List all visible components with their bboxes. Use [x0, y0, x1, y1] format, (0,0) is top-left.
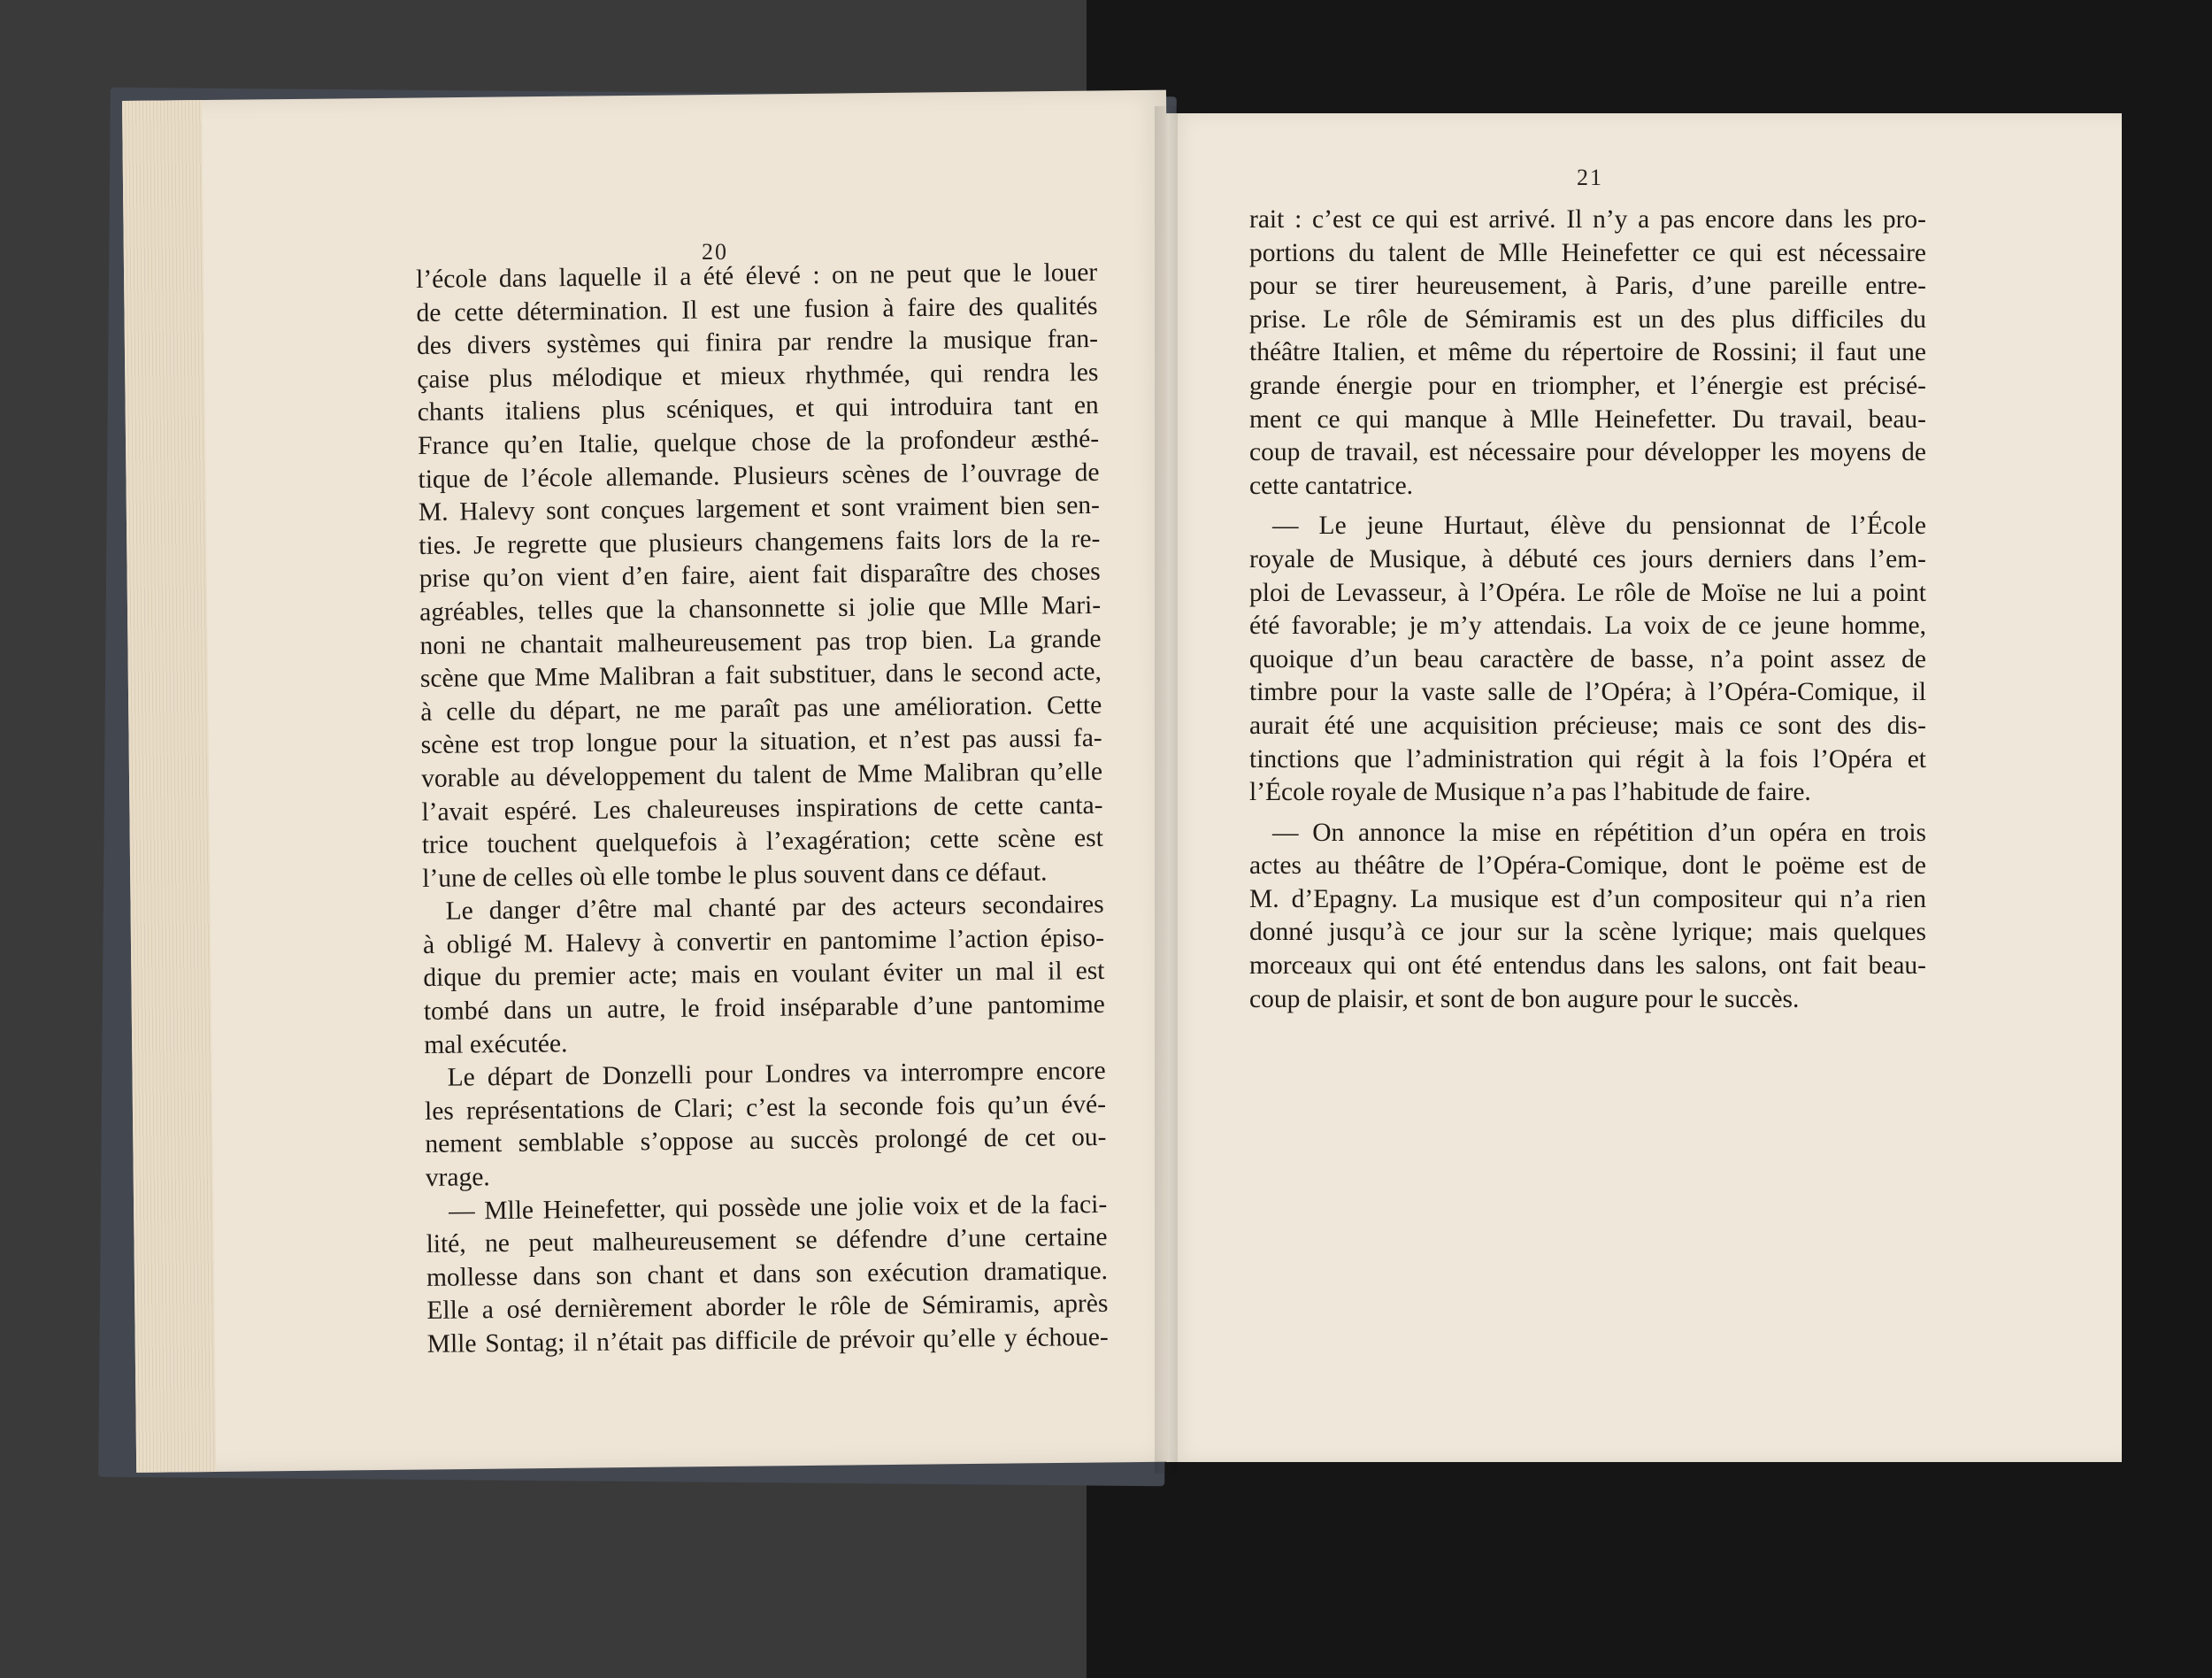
text-line: timbre pour la vaste salle de l’Opéra; à l’Opéra-Comique, il [1249, 678, 1926, 707]
text-line: royale de Musique, à débuté ces jours derniers dans l’em- [1249, 544, 1926, 573]
text-line: coup de travail, est nécessaire pour développer les moyens de [1249, 438, 1926, 467]
paragraph-gap [1249, 810, 1926, 817]
text-line: Mlle Sontag; il n’était pas difficile de prévoir qu’elle y échoue- [426, 1322, 1109, 1359]
text-line: été favorable; je m’y attendais. La voix de ce jeune homme, [1249, 612, 1926, 641]
text-line: portions du talent de Mlle Heinefetter ce qui est nécessaire [1249, 238, 1926, 267]
text-line: çaise plus mélodique et mieux rhythmée, qui rendra les [417, 358, 1099, 394]
text-line: scène que Mme Malibran a fait substituer, dans le second acte, [419, 658, 1102, 694]
text-line: noni ne chantait malheureusement pas trop bien. La grande [419, 624, 1102, 660]
text-line: chants italiens plus scéniques, et qui introduira tant en [417, 391, 1099, 427]
text-line: l’école dans laquelle il a été élevé : on ne peut que le louer [416, 258, 1098, 294]
text-line: dique du premier acte; mais en voulant éviter un mal il est [423, 957, 1105, 993]
text-line: prise. Le rôle de Sémiramis est un des plus difficiles du [1249, 304, 1926, 334]
text-line: l’une de celles où elle tombe le plus souvent dans ce défaut. [422, 858, 1048, 893]
text-line: vorable au développement du talent de Mme Malibran qu’elle [420, 757, 1103, 793]
text-line: — Mlle Heinefetter, qui possède une jolie voix et de la faci- [449, 1189, 1108, 1226]
text-line: — Le jeune Hurtaut, élève du pensionnat de l’École [1272, 512, 1926, 541]
text-line: cette cantatrice. [1249, 471, 1414, 500]
text-line: M. d’Epagny. La musique est d’un compositeur qui n’a rien [1249, 884, 1926, 913]
text-line: lité, ne peut malheureusement se défendre d’une certaine [426, 1223, 1108, 1259]
page-edges [122, 100, 216, 1473]
text-line: ment ce qui manque à Mlle Heinefetter. Du travail, beau- [1249, 404, 1926, 434]
text-line: rait : c’est ce qui est arrivé. Il n’y a pas encore dans les pro- [1249, 205, 1926, 234]
text-line: donné jusqu’à ce jour sur la scène lyrique; mais quelques [1249, 918, 1926, 947]
text-line: des divers systèmes qui finira par rendre la musique fran- [416, 325, 1099, 361]
book-gutter [1155, 106, 1178, 1474]
text-line: vrage. [425, 1163, 490, 1192]
text-line: agréables, telles que la chansonnette si jolie que Mlle Mari- [419, 590, 1102, 627]
left-page-text [416, 257, 1109, 1362]
text-line: à celle du départ, ne me paraît pas une amélioration. Cette [420, 690, 1102, 727]
text-line: grande énergie pour en triompher, et l’énergie est précisé- [1249, 371, 1926, 400]
text-line: coup de plaisir, et sont de bon augure pour le succès. [1249, 984, 1800, 1013]
text-line: — On annonce la mise en répétition d’un opéra en trois [1272, 818, 1926, 847]
text-line: aurait été une acquisition précieuse; mais ce sont des dis- [1249, 711, 1926, 740]
text-line: tombé dans un autre, le froid inséparable d’une pantomime [423, 989, 1105, 1027]
text-line: à obligé M. Halevy à convertir en pantomime l’action épiso- [422, 923, 1105, 959]
text-line: nement semblable s’oppose au succès prolongé de cet ou- [425, 1123, 1107, 1159]
text-line: morceaux qui ont été entendus dans les salons, ont fait beau- [1249, 951, 1926, 981]
text-line: l’avait espéré. Les chaleureuses inspirations de cette canta- [421, 790, 1103, 827]
text-line: ties. Je regrette que plusieurs changemens faits lors de la re- [419, 524, 1101, 560]
text-line: Le départ de Donzelli pour Londres va interrompre encore [447, 1057, 1106, 1092]
text-line: de cette détermination. Il est une fusion à faire des qualités [416, 291, 1098, 327]
text-line: scène est trop longue pour la situation, et n’est pas aussi fa- [420, 724, 1102, 760]
text-line: tique de l’école allemande. Plusieurs scènes de l’ouvrage de [418, 458, 1100, 494]
right-page-number: 21 [1577, 165, 1603, 190]
text-line: l’École royale de Musique n’a pas l’habitude de faire. [1249, 778, 1811, 807]
text-line: mollesse dans son chant et dans son exécution dramatique. [426, 1256, 1109, 1292]
text-line: Le danger d’être mal chanté par des acteurs secondaires [445, 890, 1104, 926]
text-line: prise qu’on vient d’en faire, aient fait disparaître des choses [419, 558, 1101, 594]
text-line: Elle a osé dernièrement aborder le rôle de Sémiramis, après [426, 1289, 1109, 1326]
text-line: les représentations de Clari; c’est la seconde fois qu’un évé- [424, 1089, 1107, 1126]
right-page-text [1249, 204, 1926, 1016]
text-line: M. Halevy sont conçues largement et sont vraiment bien sen- [418, 491, 1101, 527]
text-line: pour se tirer heureusement, à Paris, d’une pareille entre- [1249, 272, 1926, 301]
text-line: quoique d’un beau caractère de basse, n’a point assez de [1249, 644, 1926, 674]
text-line: trice touchent quelquefois à l’exagération; cette scène est [421, 823, 1104, 860]
text-line: mal exécutée. [424, 1028, 568, 1059]
text-line: France qu’en Italie, quelque chose de la profondeur æsthé- [417, 424, 1100, 460]
text-line: théâtre Italien, et même du répertoire de Rossini; il faut une [1249, 338, 1926, 367]
paragraph-gap [1249, 503, 1926, 510]
text-line: actes au théâtre de l’Opéra-Comique, dont le poëme est de [1249, 851, 1926, 881]
text-line: tinctions que l’administration qui régit à la fois l’Opéra et [1249, 744, 1926, 774]
text-line: ploi de Levasseur, à l’Opéra. Le rôle de Moïse ne lui a point [1249, 578, 1926, 607]
left-page-number: 20 [702, 239, 728, 265]
